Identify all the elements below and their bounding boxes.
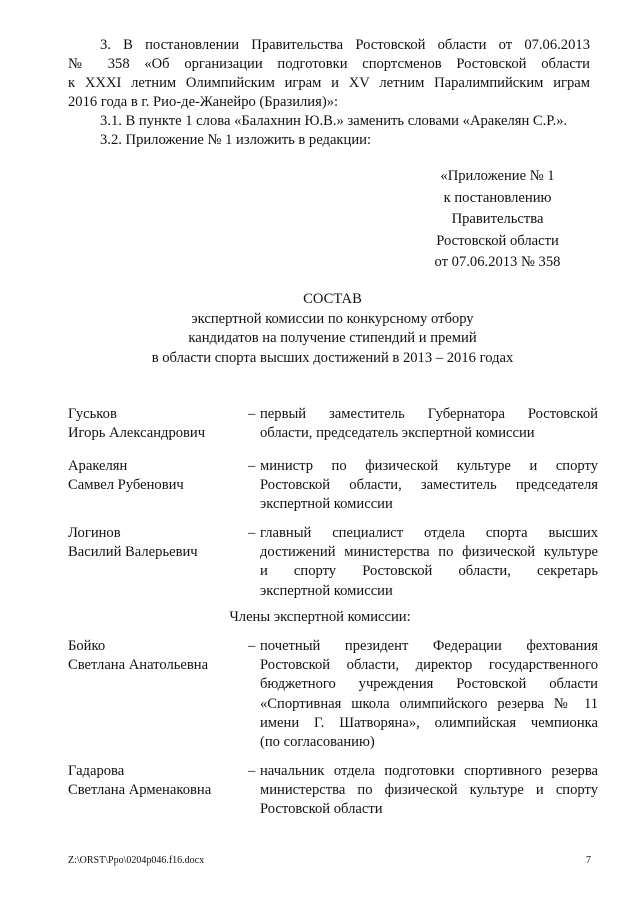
intro-line-4: 2016 года в г. Рио-де-Жанейро (Бразилия)»:: [68, 94, 339, 110]
member-dash: –: [248, 763, 256, 779]
role-line: почетный президент Федерации фехтования: [260, 638, 598, 654]
member-role: [260, 524, 598, 601]
document-title: [100, 290, 565, 368]
member-dash: –: [248, 638, 256, 654]
role-line: Ростовской области: [260, 801, 383, 818]
role-line: области, председатель экспертной комиссии: [260, 425, 535, 442]
member-surname: Логинов: [68, 525, 121, 541]
role-line: Ростовской области, директор государственного: [260, 657, 598, 674]
member-surname: Гадарова: [68, 763, 125, 779]
member-given-name: Игорь Александрович: [68, 425, 206, 442]
title-line-2: кандидатов на получение стипендий и премий: [188, 330, 477, 346]
member-surname: Гуськов: [68, 406, 117, 422]
member-dash: –: [248, 406, 256, 422]
appendix-line-4: Ростовской области: [436, 232, 559, 249]
role-line: «Спортивная школа олимпийского резерва № 11: [260, 695, 598, 712]
intro-line-6: 3.2. Приложение № 1 изложить в редакции:: [100, 132, 371, 148]
member-name: [68, 405, 238, 443]
role-line: и спорту Ростовской области, секретарь: [260, 563, 598, 580]
role-line: министерства по физической культуре и спорту: [260, 782, 598, 799]
appendix-line-1: «Приложение № 1: [440, 168, 555, 184]
member-given-name: Василий Валерьевич: [68, 544, 198, 561]
intro-line-3: к XXXI летним Олимпийским играм и XV летним Паралимпийским играм: [68, 75, 590, 91]
member-role: [260, 405, 598, 443]
member-role: [260, 637, 598, 752]
footer-file-path: Z:\ORST\Ppo\0204p046.f16.docx: [68, 855, 205, 866]
title-line-3: в области спорта высших достижений в 2013 – 2016 годах: [151, 349, 514, 366]
role-line: экспертной комиссии: [260, 496, 393, 513]
appendix-line-3: Правительства: [451, 211, 544, 227]
appendix-header: [405, 166, 590, 274]
member-dash: –: [248, 525, 256, 541]
member-name: [68, 524, 238, 562]
role-line: бюджетного учреждения Ростовской области: [260, 676, 598, 693]
role-line: экспертной комиссии: [260, 582, 393, 599]
role-line: главный специалист отдела спорта высших: [260, 525, 598, 541]
appendix-line-2: к постановлению: [443, 189, 552, 206]
member-name: [68, 637, 238, 675]
role-line: первый заместитель Губернатора Ростовской: [260, 406, 598, 422]
intro-line-5: 3.1. В пункте 1 слова «Балахнин Ю.В.» заменить словами «Аракелян С.Р.».: [100, 113, 568, 129]
member-given-name: Светлана Анатольевна: [68, 657, 209, 674]
members-subheading: Члены экспертной комиссии:: [229, 609, 411, 625]
member-given-name: Самвел Рубенович: [68, 477, 184, 494]
intro-line-1: 3. В постановлении Правительства Ростовской области от 07.06.2013: [100, 37, 590, 53]
member-name: [68, 762, 238, 800]
title-heading: СОСТАВ: [303, 291, 362, 307]
intro-line-2: № 358 «Об организации подготовки спортсменов Ростовской области: [68, 56, 590, 72]
role-line: Ростовской области, заместитель председателя: [260, 477, 598, 494]
role-line: (по согласованию): [260, 734, 375, 751]
role-line: начальник отдела подготовки спортивного резерва: [260, 763, 598, 779]
page-number: 7: [586, 855, 591, 866]
role-line: имени Г. Шатворяна», олимпийская чемпионка: [260, 714, 598, 731]
member-surname: Бойко: [68, 638, 106, 654]
appendix-line-5: от 07.06.2013 № 358: [434, 254, 561, 270]
role-line: министр по физической культуре и спорту: [260, 458, 598, 474]
member-role: [260, 762, 598, 820]
member-dash: –: [248, 458, 256, 474]
member-given-name: Светлана Арменаковна: [68, 782, 212, 799]
member-name: [68, 457, 238, 495]
role-line: достижений министерства по физической культуре: [260, 544, 598, 561]
title-line-1: экспертной комиссии по конкурсному отбору: [191, 310, 474, 327]
member-surname: Аракелян: [68, 458, 128, 474]
member-role: [260, 457, 598, 515]
